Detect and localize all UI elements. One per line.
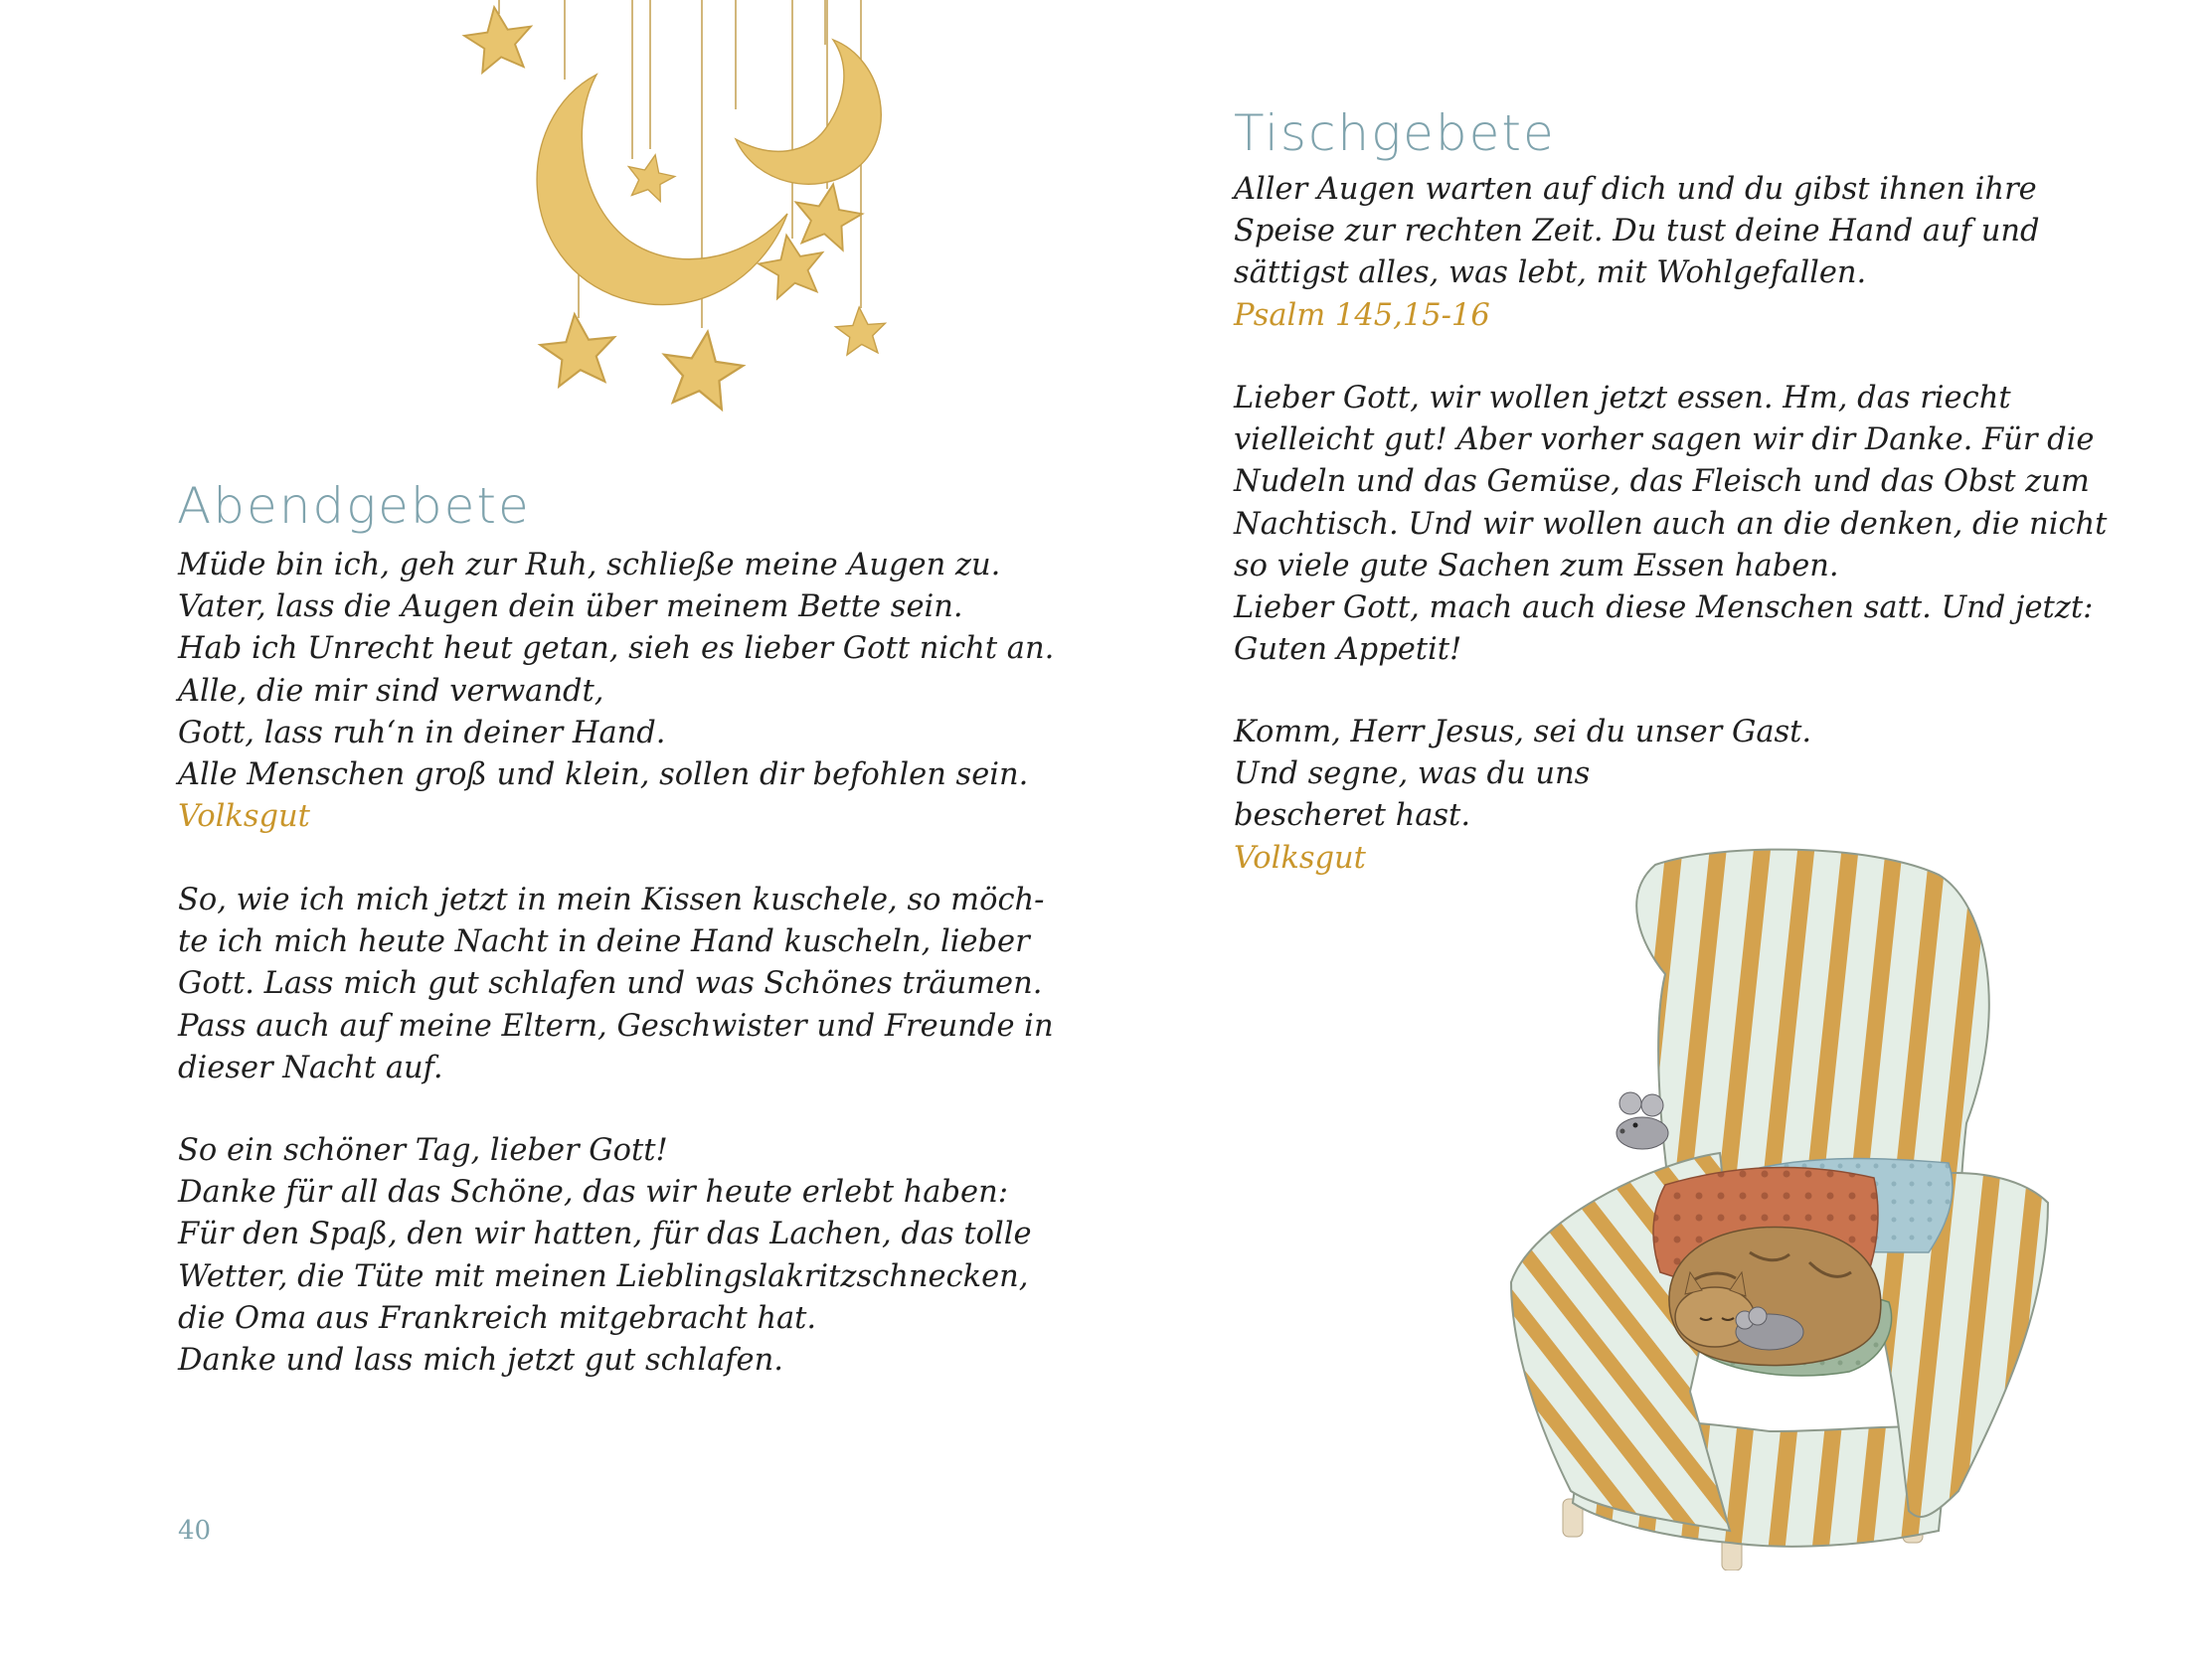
prayer-line: Nachtisch. Und wir wollen auch an die denken, die nicht bbox=[1234, 506, 2108, 542]
prayer-line: Hab ich Unrecht heut getan, sieh es lieber Gott nicht an. bbox=[178, 631, 1055, 667]
prayer-line: Wetter, die Tüte mit meinen Lieblingslakritzschnecken, bbox=[178, 1258, 1029, 1294]
prayer-line: bescheret hast. bbox=[1234, 798, 1471, 834]
prayer-line: Nudeln und das Gemüse, das Fleisch und das Obst zum bbox=[1234, 464, 2090, 500]
prayer-line: die Oma aus Frankreich mitgebracht hat. bbox=[178, 1300, 817, 1336]
prayer-line: Alle, die mir sind verwandt, bbox=[178, 673, 604, 709]
prayer-line: Müde bin ich, geh zur Ruh, schließe meine Augen zu. bbox=[178, 548, 1001, 582]
prayer-source: Volksgut bbox=[178, 799, 310, 835]
armchair-cat-illustration bbox=[1491, 835, 2127, 1571]
prayer-block bbox=[178, 1130, 1032, 1382]
prayer-line: dieser Nacht auf. bbox=[178, 1050, 443, 1085]
prayer-source: Volksgut bbox=[1234, 840, 1366, 876]
prayer-line: so viele gute Sachen zum Essen haben. bbox=[1234, 548, 1839, 583]
prayer-source: Psalm 145,15-16 bbox=[1234, 297, 1490, 333]
moon-stars-mobile-illustration bbox=[437, 0, 994, 437]
prayer-line: Speise zur rechten Zeit. Du tust deine Hand auf und bbox=[1234, 214, 2040, 249]
prayer-line: Aller Augen warten auf dich und du gibst ihnen ihre bbox=[1234, 172, 2037, 207]
prayer-line: So, wie ich mich jetzt in mein Kissen kuschele, so möch- bbox=[178, 883, 1045, 917]
prayer-line: vielleicht gut! Aber vorher sagen wir dir Danke. Für die bbox=[1234, 422, 2095, 458]
prayer-line: Alle Menschen groß und klein, sollen dir befohlen sein. bbox=[178, 757, 1029, 793]
page-number: 40 bbox=[178, 1516, 212, 1546]
prayer-block bbox=[178, 880, 1054, 1089]
prayer-block bbox=[178, 545, 1054, 838]
prayer-line: Gott. Lass mich gut schlafen und was Schönes träumen. bbox=[178, 966, 1043, 1002]
prayer-line: Danke für all das Schöne, das wir heute erlebt haben: bbox=[178, 1175, 1008, 1211]
prayer-line: Danke und lass mich jetzt gut schlafen. bbox=[178, 1343, 783, 1379]
prayer-line: Pass auch auf meine Eltern, Geschwister und Freunde in bbox=[178, 1008, 1054, 1044]
section-heading-table-prayers: Tischgebete bbox=[1234, 104, 1556, 162]
prayer-line: Komm, Herr Jesus, sei du unser Gast. bbox=[1234, 715, 1812, 749]
prayer-block bbox=[1234, 378, 2107, 671]
prayer-line: Lieber Gott, mach auch diese Menschen satt. Und jetzt: bbox=[1234, 590, 2094, 626]
prayer-line: sättigst alles, was lebt, mit Wohlgefallen. bbox=[1234, 255, 1867, 291]
prayer-line: te ich mich heute Nacht in deine Hand kuscheln, lieber bbox=[178, 924, 1030, 960]
prayer-line: Vater, lass die Augen dein über meinem Bette sein. bbox=[178, 589, 963, 625]
prayer-line: Lieber Gott, wir wollen jetzt essen. Hm, das riecht bbox=[1234, 381, 2011, 415]
prayer-line: Gott, lass ruh‘n in deiner Hand. bbox=[178, 715, 666, 750]
prayer-line: So ein schöner Tag, lieber Gott! bbox=[178, 1133, 668, 1168]
prayer-block bbox=[1234, 169, 2040, 337]
section-heading-evening-prayers: Abendgebete bbox=[177, 477, 531, 535]
prayer-line: Guten Appetit! bbox=[1234, 632, 1462, 668]
prayer-line: Für den Spaß, den wir hatten, für das Lachen, das tolle bbox=[178, 1217, 1032, 1252]
prayer-line: Und segne, was du uns bbox=[1234, 756, 1591, 792]
